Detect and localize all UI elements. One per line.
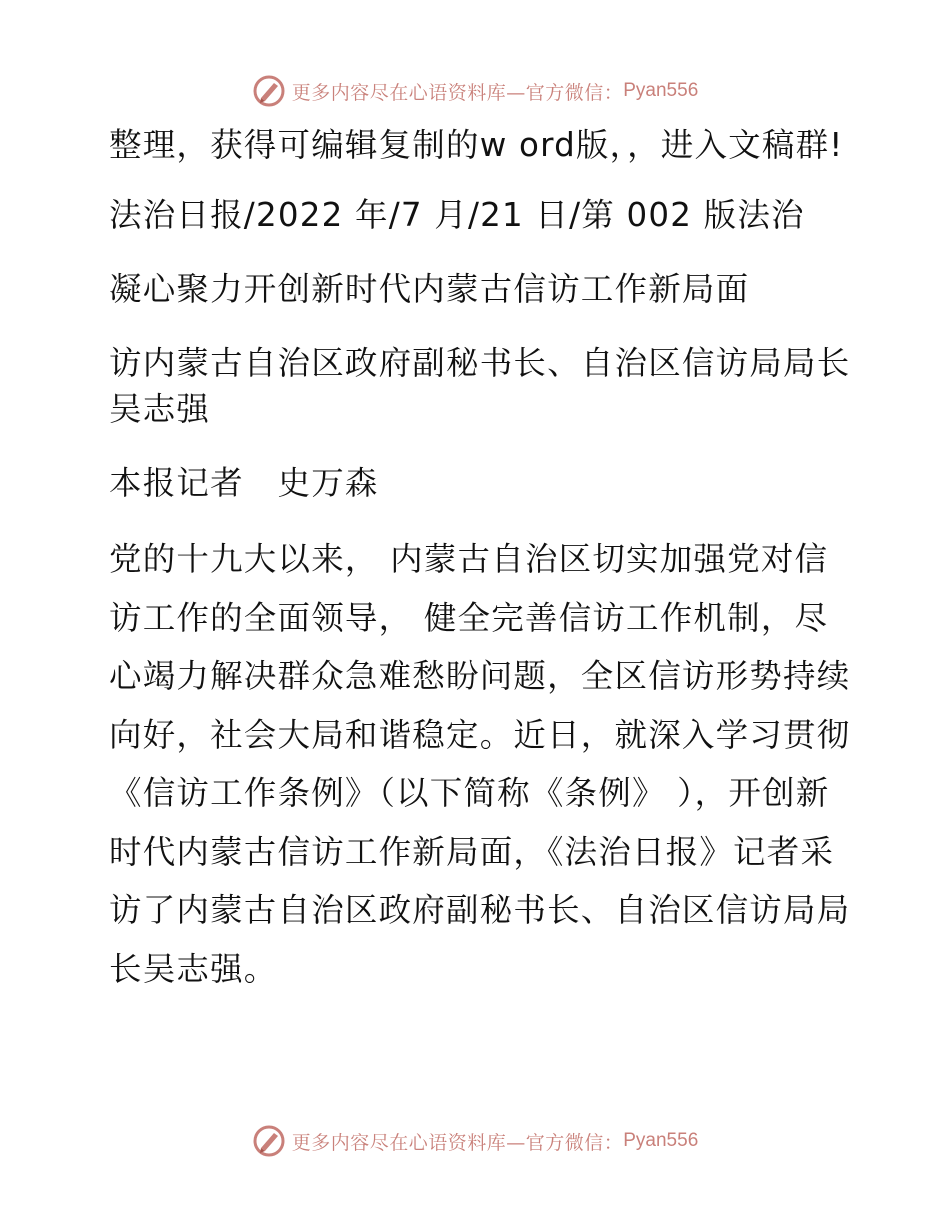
watermark-wechat-id: Pyan556	[623, 1130, 699, 1151]
watermark-text: 更多内容尽在心语资料库—官方微信：	[291, 1131, 624, 1154]
article-subtitle: 访内蒙古自治区政府副秘书长、自治区信访局局长吴志强	[109, 344, 851, 428]
header-watermark-banner	[0, 71, 950, 111]
watermark-text: 更多内容尽在心语资料库—官方微信：	[291, 81, 624, 104]
intro-paragraph: 整理，获得可编辑复制的w ord版，，进入文稿群!	[109, 126, 844, 164]
source-line: 法治日报/2022 年/7 月/21 日/第 002 版法治	[109, 196, 805, 234]
pen-logo-icon	[252, 1124, 286, 1158]
footer-watermark-banner	[0, 1121, 950, 1161]
pen-logo-icon	[252, 74, 286, 108]
body-paragraph: 党的十九大以来， 内蒙古自治区切实加强党对信访工作的全面领导， 健全完善信访工作机制，尽心竭力解决群众急难愁盼问题，全区信访形势持续向好，社会大局和谐稳定。近日，就深入学习贯彻《信访工作条例》（以下简称《条例》 ），开创新时代内蒙古信访工作新局面，《法治日报》记者采访了内蒙古自治区政府副秘书长、自治区信访局局长吴志强。	[109, 540, 851, 988]
article-title: 凝心聚力开创新时代内蒙古信访工作新局面	[109, 270, 750, 308]
byline: 本报记者 史万森	[109, 464, 379, 502]
watermark-wechat-id: Pyan556	[623, 80, 699, 101]
document-body	[97, 122, 857, 998]
